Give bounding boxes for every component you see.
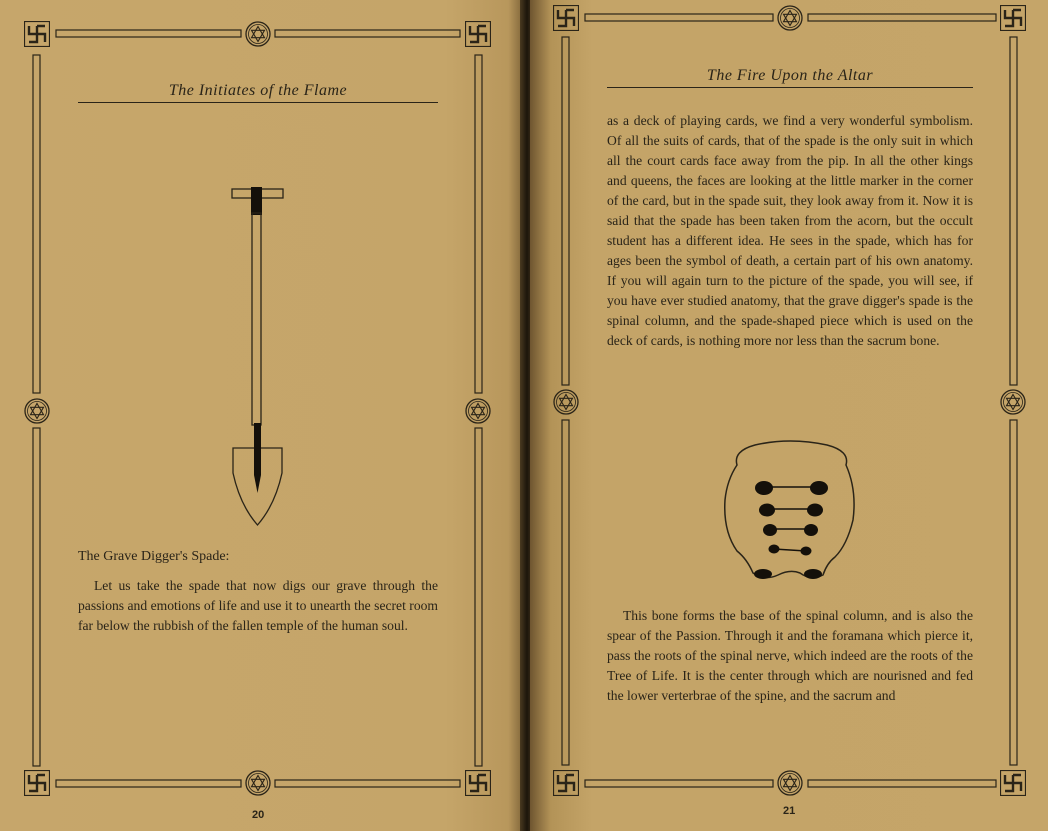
body-paragraph-2: This bone forms the base of the spinal column, and is also the spear of the Passion. Through it and the foramana which pierce it, pass the roots of the spinal nerve, which indeed are the roots of the Tree of Life. It is the center through which are nourisned and fed the lower verterbrae of the spine, and the sacrum and [607, 608, 973, 703]
swastika-ornament-icon [466, 22, 491, 47]
body-paragraph-1: as a deck of playing cards, we find a very wonderful symbolism. Of all the suits of cards, that of the spade is the only suit in which all the court cards face away from the pip. In all the other kings and queens, the faces are looking at the little marker in the corner of the card, but in the spade suit, they look away from it. Now it is said that the spade has been taken from the acorn, but the occult student has a different idea. He sees in the spade, which has for ages been the symbol of death, a certain part of his own anatomy. If you will again turn to the picture of the spade, you will see, if you have ever studied anatomy, that the grave digger's spade is the spinal column, and the spade-shaped piece which is used on the deck of cards, is nothing more nor less than the sacrum bone. [607, 113, 973, 348]
swastika-ornament-icon [466, 771, 491, 796]
figure-caption: The Grave Digger's Spade: [78, 549, 230, 564]
swastika-ornament-icon [25, 771, 50, 796]
running-title: The Initiates of the Flame [168, 82, 348, 99]
hexagram-medallion-icon [246, 771, 270, 795]
body-paragraph: Let us take the spade that now digs our grave through the passions and emotions of life and use it to unearth the secret room far below the rubbish of the fallen temple of the human soul. [78, 578, 438, 633]
title-rule [78, 102, 438, 103]
right-page [530, 0, 1048, 831]
swastika-ornament-icon [1001, 771, 1026, 796]
hexagram-medallion-icon [25, 399, 49, 423]
hexagram-medallion-icon [466, 399, 490, 423]
swastika-ornament-icon [554, 771, 579, 796]
hexagram-medallion-icon [246, 22, 270, 46]
swastika-ornament-icon [25, 22, 50, 47]
grave-digger-spade-illustration [225, 185, 290, 530]
title-rule [607, 87, 973, 88]
hexagram-medallion-icon [554, 390, 578, 414]
swastika-ornament-icon [554, 6, 579, 31]
running-title: The Fire Upon the Altar [706, 67, 874, 84]
page-number: 20 [252, 809, 265, 821]
hexagram-medallion-icon [778, 771, 802, 795]
sacrum-bone-illustration [715, 435, 865, 585]
hexagram-medallion-icon [778, 6, 802, 30]
hexagram-medallion-icon [1001, 390, 1025, 414]
page-number: 21 [783, 805, 796, 817]
swastika-ornament-icon [1001, 6, 1026, 31]
